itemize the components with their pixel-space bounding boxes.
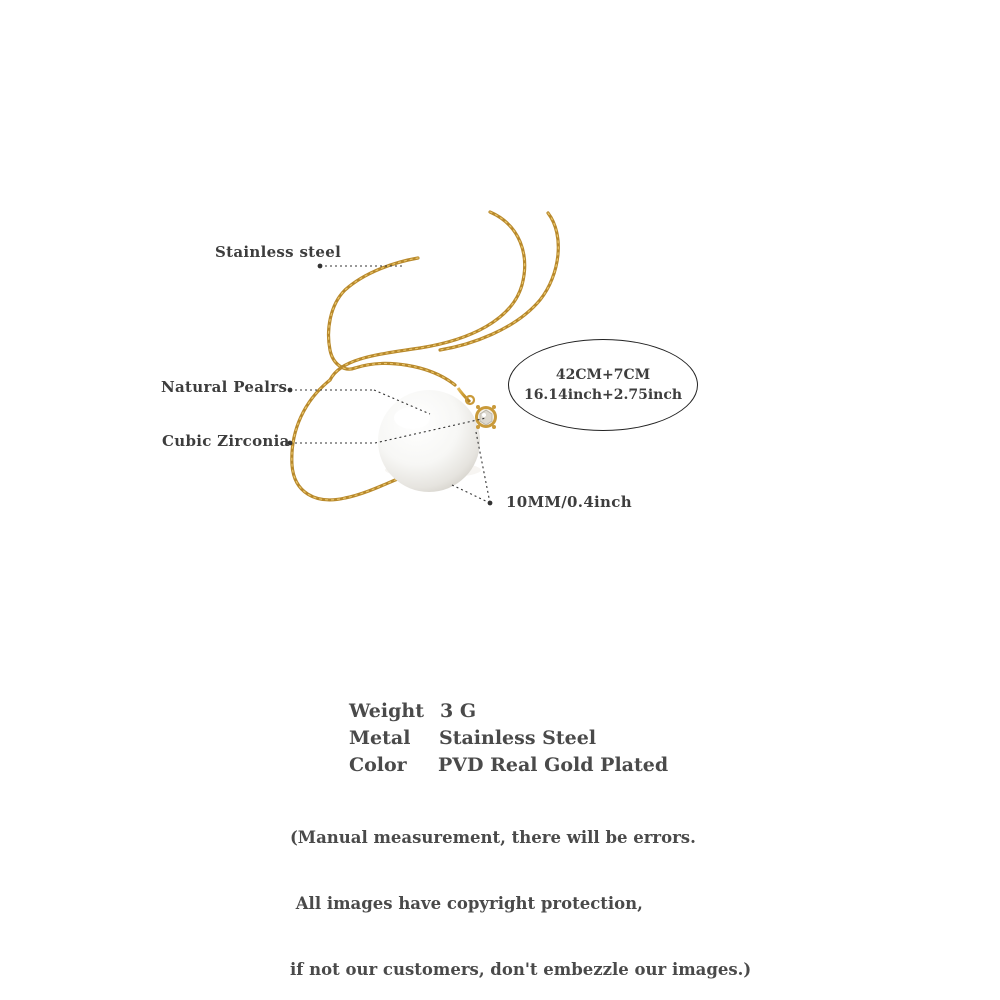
spec-key: Weight [349, 700, 424, 722]
spec-value: Stainless Steel [439, 727, 597, 749]
spec-value: PVD Real Gold Plated [438, 754, 669, 776]
disclaimer-note [290, 786, 751, 1000]
callout-cubic-zirconia: Cubic Zirconia [162, 432, 290, 450]
callout-pearl-size: 10MM/0.4inch [506, 493, 632, 511]
length-metric: 42CM+7CM [555, 367, 651, 383]
callout-stainless-steel: Stainless steel [215, 243, 342, 261]
callout-natural-pearls: Natural Pealrs [161, 378, 288, 396]
pearl [378, 390, 481, 492]
spec-value: 3 G [440, 700, 477, 722]
spec-key: Color [349, 754, 407, 776]
length-imperial: 16.14inch+2.75inch [523, 387, 683, 403]
note-line: (Manual measurement, there will be errors. [290, 828, 696, 847]
note-line: All images have copyright protection, [290, 894, 643, 913]
note-line: if not our customers, don't embezzle our images.) [290, 960, 752, 979]
spec-key: Metal [349, 727, 411, 749]
length-oval [508, 339, 698, 431]
